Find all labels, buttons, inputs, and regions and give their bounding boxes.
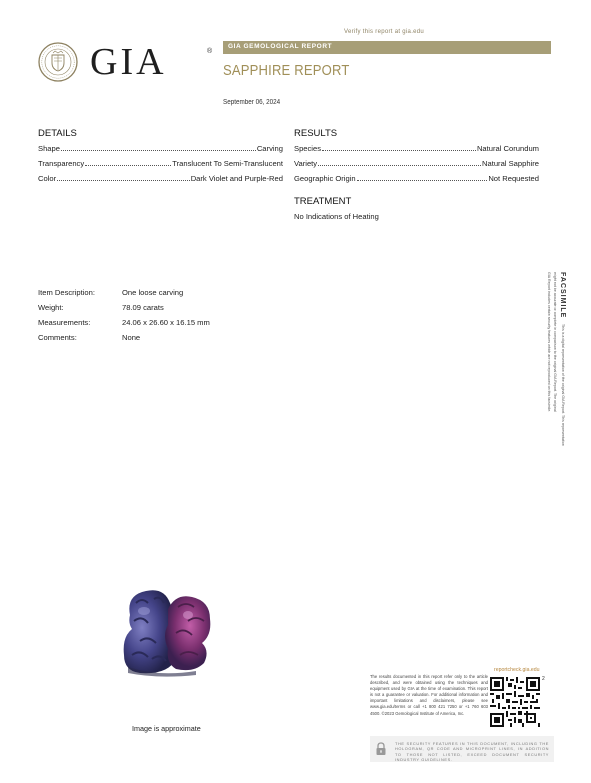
registered-mark: ® <box>207 48 213 55</box>
result-row-variety <box>294 159 539 170</box>
lock-icon <box>374 742 388 756</box>
report-type-bar <box>223 41 551 54</box>
security-banner <box>370 736 554 762</box>
detail-value: Carving <box>256 144 283 153</box>
results-heading: RESULTS <box>294 128 338 139</box>
detail-row-color <box>38 174 283 185</box>
logo-wordmark: GIA <box>90 41 167 83</box>
facsimile-line-1: This is a digital representation of the original GIA Report. This representation <box>561 324 565 446</box>
verify-link[interactable]: Verify this report at gia.edu <box>344 29 425 35</box>
facsimile-title: FACSIMILE <box>559 272 566 319</box>
result-label: Geographic Origin <box>294 174 356 183</box>
facsimile-notice <box>536 272 566 502</box>
detail-label: Transparency <box>38 159 85 168</box>
result-row-species <box>294 144 539 155</box>
facsimile-line-2: might not be accurate or complete in comparison to the original GIA Report. The original <box>553 272 557 412</box>
qr-badge: 2 <box>542 676 545 682</box>
item-label-measurements: Measurements: <box>38 318 91 327</box>
result-value: Natural Sapphire <box>482 159 539 168</box>
detail-row-shape <box>38 144 283 155</box>
facsimile-line-3: GIA Report includes certain security features which are not reproduced on this facsimile. <box>547 272 551 413</box>
security-text: THE SECURITY FEATURES IN THIS DOCUMENT, INCLUDING THE HOLOGRAM, QR CODE AND MICROPRINT LINES, IN ADDITION TO THOSE NOT LISTED, EXCEED DOCUMENT SECURITY INDUSTRY GUIDELINES. <box>395 741 549 762</box>
item-value-comments: None <box>122 333 141 342</box>
detail-label: Color <box>38 174 57 183</box>
image-caption: Image is approximate <box>132 724 201 733</box>
disclaimer-text: The results documented in this report refer only to the article described, and were obtained using the techniques and equipment used by GIA at the time of examination. This report is not a guarantee or valuation. For additional information and important limitations and disclaimers, please see www.gia.edu/terms or call +1 800 421 7250 or +1 760 603 4500. ©2023 Gemological Institute of America, Inc. <box>370 674 488 716</box>
reportcheck-link[interactable]: reportcheck.gia.edu <box>494 667 540 673</box>
detail-value: Dark Violet and Purple-Red <box>190 174 283 183</box>
result-value: Natural Corundum <box>476 144 539 153</box>
item-label-weight: Weight: <box>38 303 64 312</box>
report-date: September 06, 2024 <box>223 99 281 106</box>
details-heading: DETAILS <box>38 128 77 139</box>
gia-logo <box>38 41 213 84</box>
item-label-comments: Comments: <box>38 333 77 342</box>
item-value-weight: 78.09 carats <box>122 303 164 312</box>
item-value-description: One loose carving <box>122 288 184 297</box>
result-label: Variety <box>294 159 318 168</box>
treatment-text: No Indications of Heating <box>294 212 379 221</box>
item-value-measurements: 24.06 x 26.60 x 16.15 mm <box>122 318 210 327</box>
detail-row-transparency <box>38 159 283 170</box>
item-label-description: Item Description: <box>38 288 95 297</box>
detail-value: Translucent To Semi-Translucent <box>172 159 283 168</box>
detail-label: Shape <box>38 144 60 153</box>
gia-seal-icon <box>38 42 78 82</box>
result-row-origin <box>294 174 539 185</box>
treatment-heading: TREATMENT <box>294 196 352 207</box>
report-type-label: GIA GEMOLOGICAL REPORT <box>228 43 333 50</box>
report-title: SAPPHIRE REPORT <box>223 63 350 79</box>
result-label: Species <box>294 144 322 153</box>
result-value: Not Requested <box>488 174 539 183</box>
gemstone-image <box>118 585 218 677</box>
qr-code-icon[interactable] <box>490 676 540 728</box>
